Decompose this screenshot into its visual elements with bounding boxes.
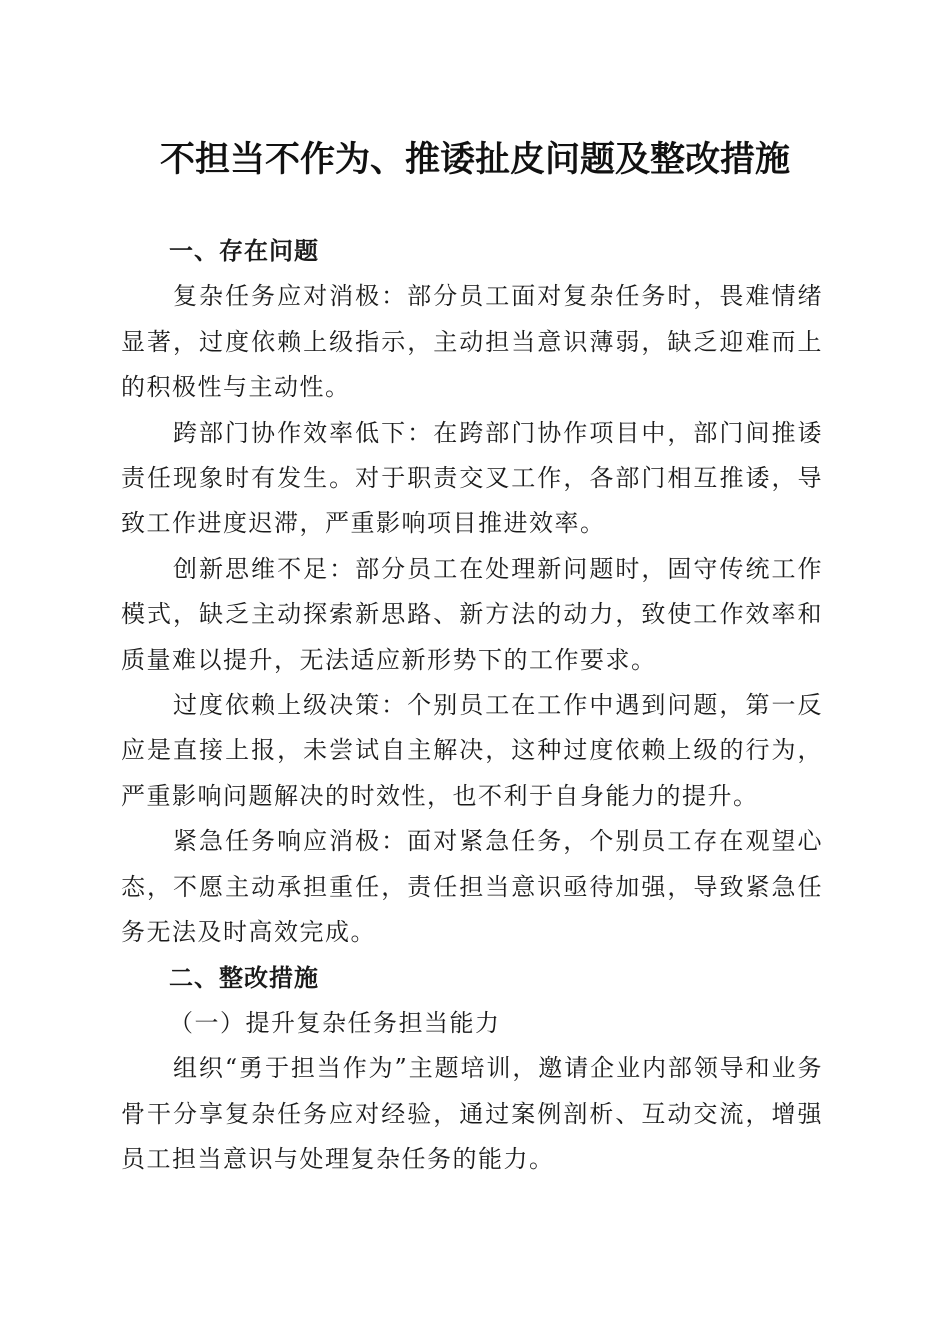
paragraph-cross-department: 跨部门协作效率低下：在跨部门协作项目中，部门间推诿责任现象时有发生。对于职责交叉工作，各部门相互推诿，导致工作进度迟滞，严重影响项目推进效率。 — [121, 418, 823, 538]
document-title: 不担当不作为、推诿扯皮问题及整改措施 — [159, 139, 790, 180]
document-body — [121, 229, 823, 1183]
paragraph-dependence: 过度依赖上级决策：个别员工在工作中遇到问题，第一反应是直接上报，未尝试自主解决，这种过度依赖上级的行为，严重影响问题解决的时效性，也不利于自身能力的提升。 — [121, 691, 823, 810]
paragraph-urgent-tasks: 紧急任务响应消极：面对紧急任务，个别员工存在观望心态，不愿主动承担重任，责任担当意识亟待加强，导致紧急任务无法及时高效完成。 — [121, 827, 823, 947]
paragraph-complex-tasks: 复杂任务应对消极：部分员工面对复杂任务时，畏难情绪显著，过度依赖上级指示，主动担当意识薄弱，缺乏迎难而上的积极性与主动性。 — [121, 282, 823, 402]
section-heading-measures: 二、整改措施 — [169, 963, 319, 992]
paragraph-training: 组织“勇于担当作为”主题培训，邀请企业内部领导和业务骨干分享复杂任务应对经验，通过案例剖析、互动交流，增强员工担当意识与处理复杂任务的能力。 — [121, 1054, 823, 1174]
section-heading-problems: 一、存在问题 — [169, 237, 319, 265]
subsection-heading-complex-tasks: （一）提升复杂任务担当能力 — [169, 1008, 501, 1037]
paragraph-innovation: 创新思维不足：部分员工在处理新问题时，固守传统工作模式，缺乏主动探索新思路、新方法的动力，致使工作效率和质量难以提升，无法适应新形势下的工作要求。 — [121, 554, 823, 674]
